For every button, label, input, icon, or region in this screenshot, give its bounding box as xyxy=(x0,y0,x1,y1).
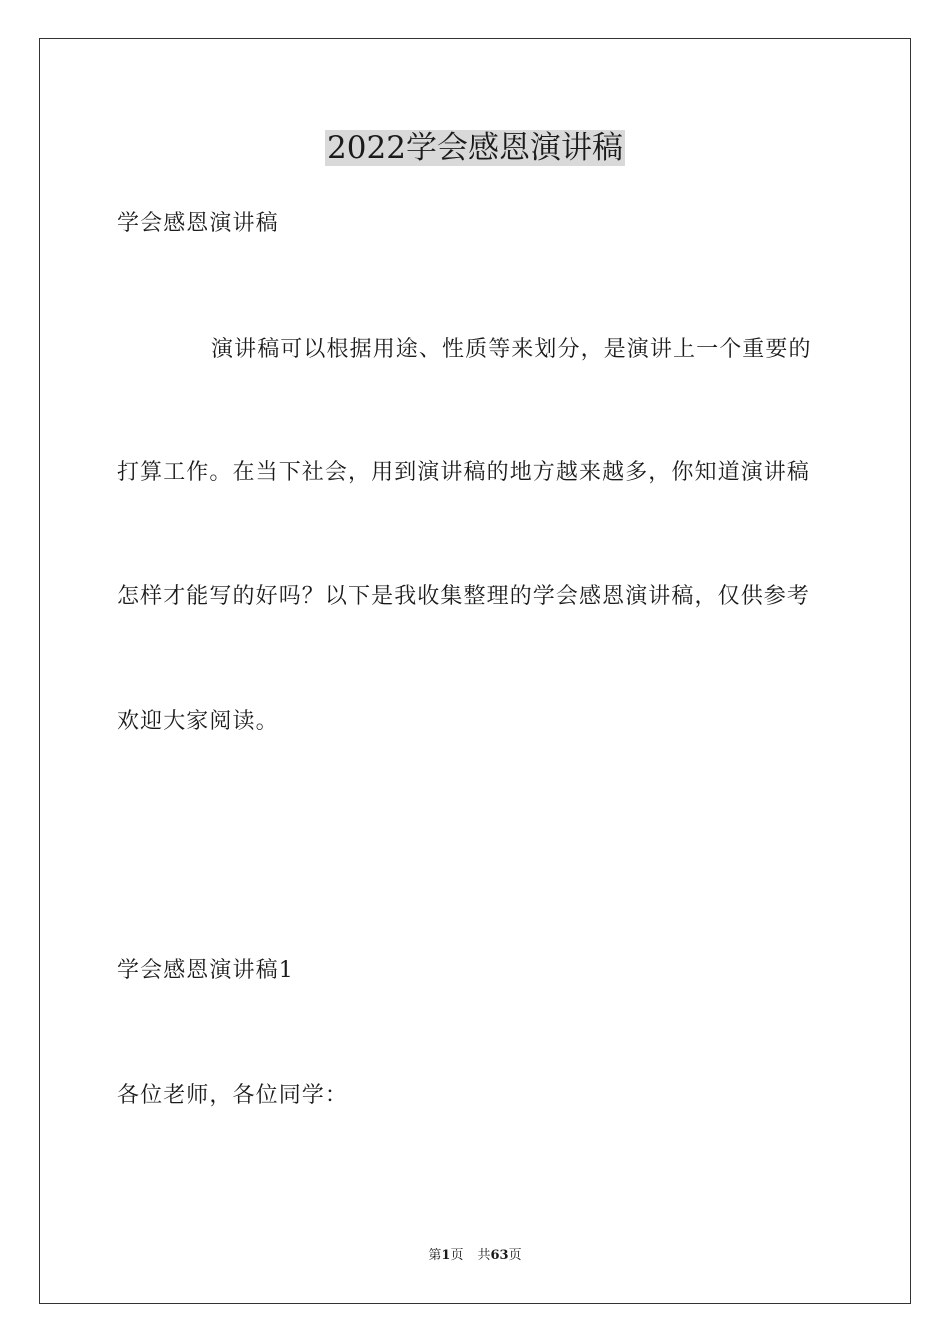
footer-page-prefix: 第 xyxy=(428,1248,442,1263)
footer-page-suffix: 页 xyxy=(450,1248,464,1263)
intro-line-3: 怎样才能写的好吗？以下是我收集整理的学会感恩演讲稿，仅供参考 xyxy=(117,584,811,609)
intro-line-2: 打算工作。在当下社会，用到演讲稿的地方越来越多，你知道演讲稿 xyxy=(117,460,811,485)
footer-total-suffix: 页 xyxy=(508,1248,522,1263)
footer-page-number: 1 xyxy=(441,1248,451,1263)
document-title xyxy=(0,127,950,169)
footer-total-prefix: 共 xyxy=(477,1248,491,1263)
intro-line-4: 欢迎大家阅读。 xyxy=(117,709,279,734)
greeting: 各位老师，各位同学： xyxy=(117,1083,349,1108)
section-heading: 学会感恩演讲稿1 xyxy=(117,958,294,983)
document-title-text: 2022学会感恩演讲稿 xyxy=(327,130,623,166)
footer-total-pages: 63 xyxy=(490,1248,509,1263)
subtitle: 学会感恩演讲稿 xyxy=(117,211,279,236)
page-footer xyxy=(0,1247,950,1265)
intro-line-1: 演讲稿可以根据用途、性质等来划分，是演讲上一个重要的 xyxy=(211,337,812,362)
